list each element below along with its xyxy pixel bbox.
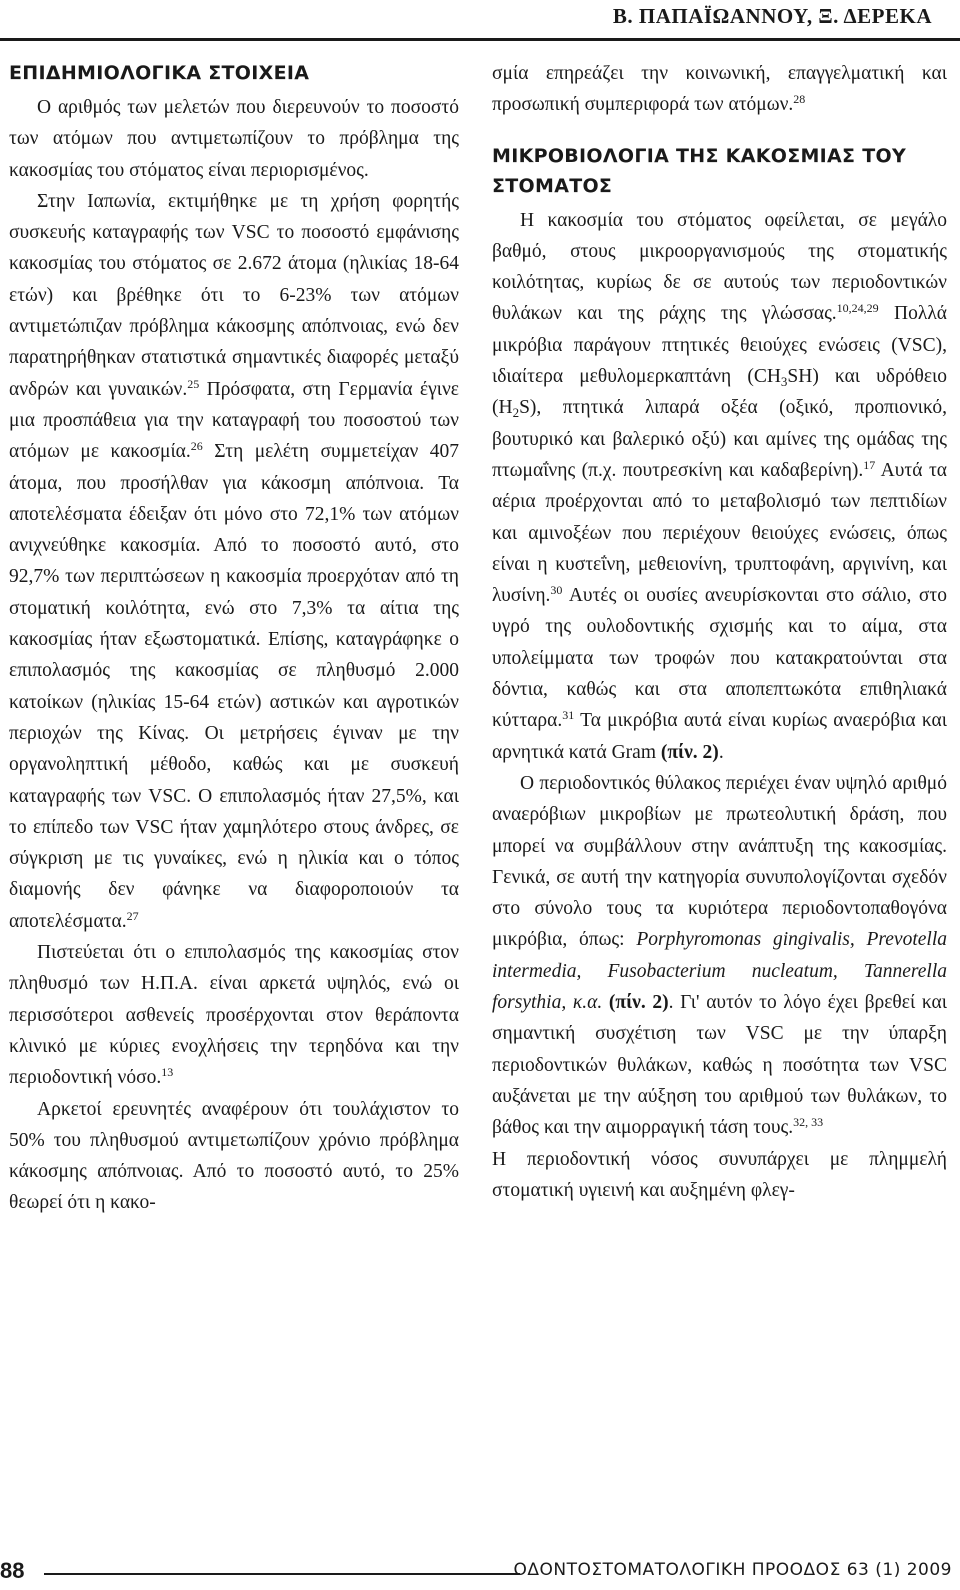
running-header: Β. ΠΑΠΑΪΩΑΝΝΟΥ, Ξ. ΔΕΡΕΚΑ	[612, 4, 932, 28]
paragraph-continued	[492, 58, 947, 121]
header-rule	[0, 38, 960, 41]
subscript: 3	[780, 374, 788, 390]
paragraph: Η περιοδοντική νόσος συνυπάρχει με πλημμελή στοματική υγιεινή και αυξημένη φλεγ-	[492, 1148, 947, 1201]
paragraph: Ο αριθμός των μελετών που διερευνούν το ποσοστό των ατόμων που αντιμετωπίζουν το πρόβλημα της κακοσμίας του στόματος είναι περιορισμένος.	[9, 97, 459, 181]
paragraph	[9, 186, 459, 937]
text-run: Αυτές οι ουσίες ανευρίσκονται στο σάλιο, στο υγρό της ουλοδοντικής σχισμής και το αίμα, στα υπολείμματα των τροφών που κατακρατούνται στα δόντια, καθώς και στα αποπεπτωκότα επιθηλιακά κύτταρα.	[492, 585, 947, 732]
text-run: Πολλά μικρόβια παράγουν πτητικές θειούχες ενώσεις (VSC), ιδιαίτερα μεθυλομερκαπτάνη (CH	[492, 303, 947, 388]
text-run: Τα μικρόβια αυτά είναι κυρίως αναερόβια και αρνητικά κατά Gram	[492, 710, 947, 763]
text-run: Στη μελέτη συμμετείχαν 407 άτομα, που προσήλθαν για κάκοσμη απόπνοια. Τα αποτελέσματα έδειξαν ότι μόνο στο 72,1% των ατόμων ανιχνεύθηκε κακοσμία. Από το ποσοστό αυτό, στο 92,7% των περιπτώσεων η κακοσμία προερχόταν από τη στοματική κοιλότητα, ενώ στο 7,3% τα αίτια της κακοσμίας ήταν εξωστοματικά. Επίσης, καταγράφηκε ο επιπολασμός της κακοσμίας σε πληθυσμό 2.000 κατοίκων (ηλικίας 15-64 ετών) αστικών και αγροτικών περιοχών της Κίνας. Οι μετρήσεις έγιναν με την οργανοληπτική μέθοδο, καθώς και με συσκευή καταγραφής των VSC. Ο επιπολασμός ήταν 27,5%, και το επίπεδο των VSC ήταν χαμηλότερο στους άνδρες, σε σύγκριση με τις γυναίκες, ενώ η ηλικία και ο τόπος διαμονής δεν φάνηκε να διαφοροποιούν τα αποτελέσματα.	[9, 441, 459, 932]
text-run: SH) και υδρόθειο (H	[492, 366, 947, 419]
citation-ref: 25	[187, 376, 200, 391]
text-run: . Γι' αυτόν το λόγο έχει βρεθεί και σημαντική συσχέτιση των VSC με την ύπαρξη περιοδοντικών θυλάκων, καθώς η ποσότητα των VSC αυξάνεται με την αύξηση του αριθμού των θυλάκων, το βάθος και την αιμορραγική τάση τους.	[492, 992, 948, 1139]
species-list: Porphyromonas gingivalis, Prevotella intermedia, Fusobacterium nucleatum, Tannerella forsythia, κ.α.	[492, 929, 947, 1014]
citation-ref: 28	[793, 92, 806, 107]
section-heading-microbiology: ΜΙΚΡΟΒΙΟΛΟΓΙΑ ΤΗΣ ΚΑΚΟΣΜΙΑΣ ΤΟΥ ΣΤΟΜΑΤΟΣ	[492, 144, 907, 197]
text-run: Η κακοσμία του στόματος οφείλεται, σε μεγάλο βαθμό, στους μικροοργανισμούς της στοματικής κοιλότητας, κυρίως δε σε αυτούς των περιοδοντικών θυλάκων και της ράχης της γλώσσας.	[492, 209, 947, 325]
citation-ref: 26	[190, 439, 203, 454]
citation-ref: 30	[550, 583, 563, 598]
citation-ref: 13	[161, 1065, 174, 1080]
text-run: Αυτά τα αέρια προέρχονται από το μεταβολισμό των πεπτιδίων και αμινοξέων που περιέχουν θειούχες ενώσεις, όπως είναι η κυστεΐνη, μεθειονίνη, τρυπτοφάνη, αργινίνη, και λυσίνη.	[492, 459, 947, 607]
footer-rule	[44, 1573, 520, 1575]
page-footer	[0, 1558, 960, 1588]
citation-ref: 10,24,29	[836, 301, 879, 316]
citation-ref: 17	[863, 457, 876, 472]
text-run: .	[718, 741, 724, 763]
text-run: Πρόσφατα, στη Γερμανία έγινε μια προσπάθεια για την καταγραφή του ποσοστού των ατόμων με κακοσμία.	[9, 378, 459, 463]
text-run: Στην Ιαπωνία, εκτιμήθηκε με τη χρήση φορητής συσκευής καταγραφής των VSC το ποσοστό εμφάνισης κακοσμίας του στόματος σε 2.672 άτομα (ηλικίας 18-64 ετών) και βρέθηκε ότι το 6-23% των ατόμων αντιμετώπιζαν πρόβλημα κάκοσμης απόπνοιας, ενώ δεν παρατηρήθηκαν στατιστικά σημαντικές διαφορές μεταξύ ανδρών και γυναικών.	[9, 190, 459, 400]
section-heading-epidemiology: ΕΠΙΔΗΜΙΟΛΟΓΙΚΑ ΣΤΟΙΧΕΙΑ	[9, 62, 310, 84]
paragraph	[492, 768, 947, 1144]
left-column	[9, 58, 459, 1219]
text-run: Πιστεύεται ότι ο επιπολασμός της κακοσμίας στον πληθυσμό των Η.Π.Α. είναι αρκετά υψηλός, ενώ οι περισσότεροι ασθενείς προσέρχονται στον θεράποντα κλινικό με κύριες ενοχλήσεις την τερηδόνα και την περιοδοντική νόσο.	[9, 942, 459, 1089]
text-run: Ο περιοδοντικός θύλακος περιέχει έναν υψηλό αριθμό αναερόβιων μικροβίων με πρωτεολυτική δράση, που μπορεί να συμβάλλουν στην ανάπτυξη της κακοσμίας. Γενικά, σε αυτή την κατηγορία συνυπολογίζονται σχεδόν στο σύνολο τους τα κυριότερα περιοδοντοπαθογόνα μικρόβια, όπως:	[492, 772, 947, 951]
citation-ref: 27	[126, 908, 139, 923]
text-run: S), πτητικά λιπαρά οξέα (οξικό, προπιονικό, βουτυρικό και βαλερικό οξύ) και αμίνες της ομάδας της πτωμαΐνης (π.χ. πουτρεσκίνη και καδαβερίνη).	[492, 397, 947, 481]
right-column	[492, 58, 947, 1206]
table-reference: (πίν. 2)	[660, 741, 719, 763]
text-run	[602, 992, 609, 1013]
citation-ref: 31	[562, 708, 575, 723]
journal-title: ΟΔΟΝΤΟΣΤΟΜΑΤΟΛΟΓΙΚΗ ΠΡΟΟΔΟΣ 63 (1) 2009	[513, 1560, 952, 1580]
paragraph	[492, 205, 947, 768]
table-reference: (πίν. 2)	[608, 992, 669, 1014]
text-run: σμία επηρεάζει την κοινωνική, επαγγελματική και προσωπική συμπεριφορά των ατόμων.	[492, 63, 947, 116]
subscript: 2	[512, 405, 520, 421]
paragraph: Αρκετοί ερευνητές αναφέρουν ότι τουλάχιστον το 50% του πληθυσμού αντιμετωπίζουν χρόνιο πρόβλημα κάκοσμης απόπνοιας. Από το ποσοστό αυτό, το 25% θεωρεί ότι η κακο-	[9, 1098, 459, 1214]
page-number: 88	[0, 1558, 25, 1583]
paragraph	[9, 937, 459, 1093]
citation-ref: 32, 33	[793, 1115, 824, 1130]
